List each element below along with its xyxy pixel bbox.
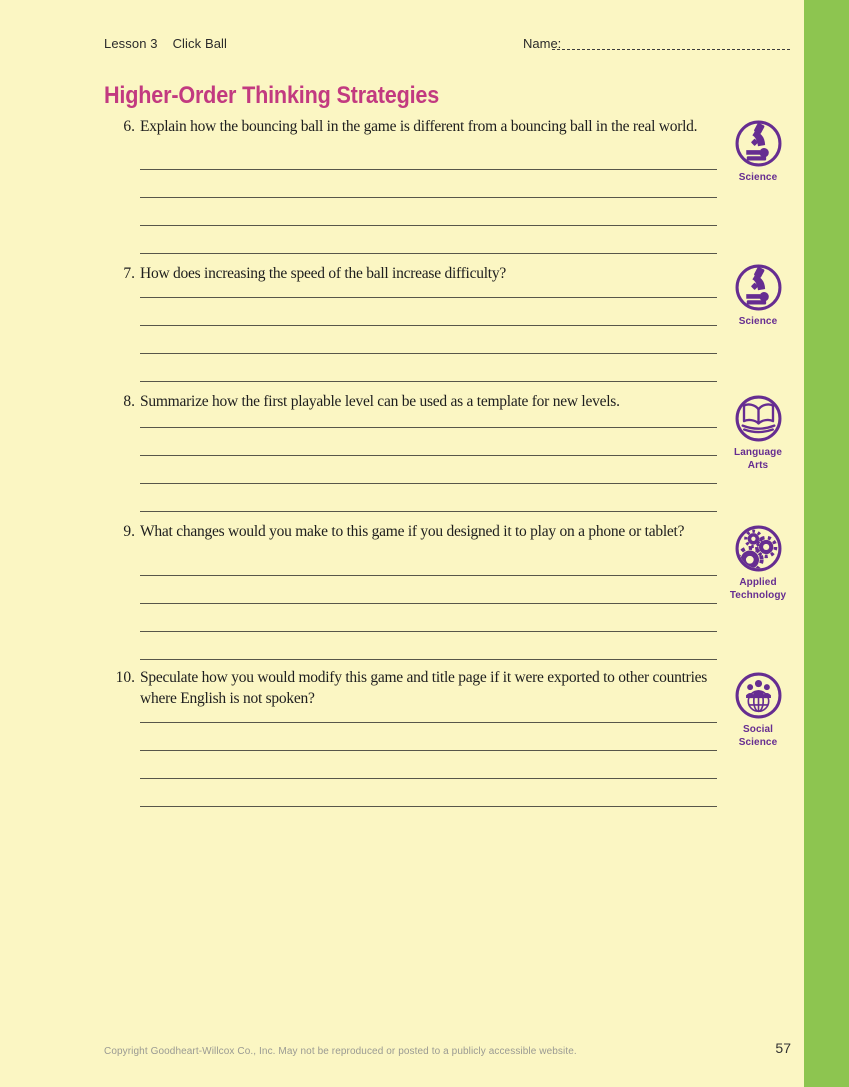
page-edge-strip: [804, 0, 849, 1087]
subject-icon-group: [723, 671, 793, 749]
question-text: How does increasing the speed of the ball increase difficulty?: [140, 265, 506, 282]
answer-line: [140, 659, 717, 660]
answer-line: [140, 722, 717, 723]
question-item: [104, 116, 717, 137]
answer-line: [140, 169, 717, 170]
answer-line: [140, 381, 717, 382]
subject-icon-group: [723, 119, 793, 184]
subject-label-line: Science: [738, 316, 778, 327]
copyright-notice: Copyright Goodheart-Willcox Co., Inc. May not be reproduced or posted to a publicly accessible website.: [104, 1046, 577, 1057]
question-number: 10.: [115, 669, 135, 686]
answer-line: [140, 483, 717, 484]
question-item: [104, 263, 717, 284]
answer-line: [140, 253, 717, 254]
question-number: 8.: [123, 393, 135, 410]
gears-icon: [734, 524, 783, 573]
answer-line: [140, 778, 717, 779]
subject-label: [723, 446, 793, 472]
header-left: [104, 36, 227, 51]
name-blank-line: [552, 37, 790, 50]
page-number: 57: [775, 1040, 791, 1056]
subject-label-line: Social: [742, 724, 774, 735]
microscope-icon: [734, 119, 783, 168]
answer-line: [140, 455, 717, 456]
answer-line: [140, 631, 717, 632]
answer-line: [140, 353, 717, 354]
question-text: What changes would you make to this game if you designed it to play on a phone or tablet?: [140, 523, 685, 540]
answer-line: [140, 603, 717, 604]
subject-label: [723, 315, 793, 328]
answer-line: [140, 427, 717, 428]
question-text: Speculate how you would modify this game and title page if it were exported to other countries where English is not spoken?: [140, 669, 708, 707]
subject-icon-group: [723, 524, 793, 602]
subject-label-line: Arts: [747, 460, 769, 471]
answer-line: [140, 225, 717, 226]
answer-line: [140, 806, 717, 807]
answer-line: [140, 511, 717, 512]
answer-line: [140, 325, 717, 326]
question-item: [104, 521, 717, 542]
lesson-label: Lesson 3: [104, 36, 158, 51]
subject-icon-group: [723, 263, 793, 328]
name-label: Name:: [523, 36, 562, 51]
answer-line: [140, 575, 717, 576]
page-title: Higher-Order Thinking Strategies: [104, 82, 440, 109]
answer-line: [140, 297, 717, 298]
lesson-title: Click Ball: [172, 36, 228, 51]
open-book-icon: [734, 394, 783, 443]
question-number: 9.: [123, 523, 135, 540]
people-globe-icon: [734, 671, 783, 720]
subject-label: [723, 171, 793, 184]
microscope-icon: [734, 263, 783, 312]
question-item: [104, 391, 717, 412]
answer-line: [140, 197, 717, 198]
question-number: 6.: [123, 118, 135, 135]
subject-label-line: Technology: [729, 590, 787, 601]
subject-icon-group: [723, 394, 793, 472]
subject-label-line: Language: [733, 447, 783, 458]
question-number: 7.: [123, 265, 135, 282]
question-item: [104, 667, 717, 709]
subject-label-line: Applied: [739, 577, 777, 588]
answer-line: [140, 750, 717, 751]
subject-label: [723, 723, 793, 749]
subject-label: [723, 576, 793, 602]
subject-label-line: Science: [738, 172, 778, 183]
subject-label-line: Science: [738, 737, 778, 748]
question-text: Summarize how the first playable level can be used as a template for new levels.: [140, 393, 620, 410]
question-text: Explain how the bouncing ball in the game is different from a bouncing ball in the real world.: [140, 118, 698, 135]
